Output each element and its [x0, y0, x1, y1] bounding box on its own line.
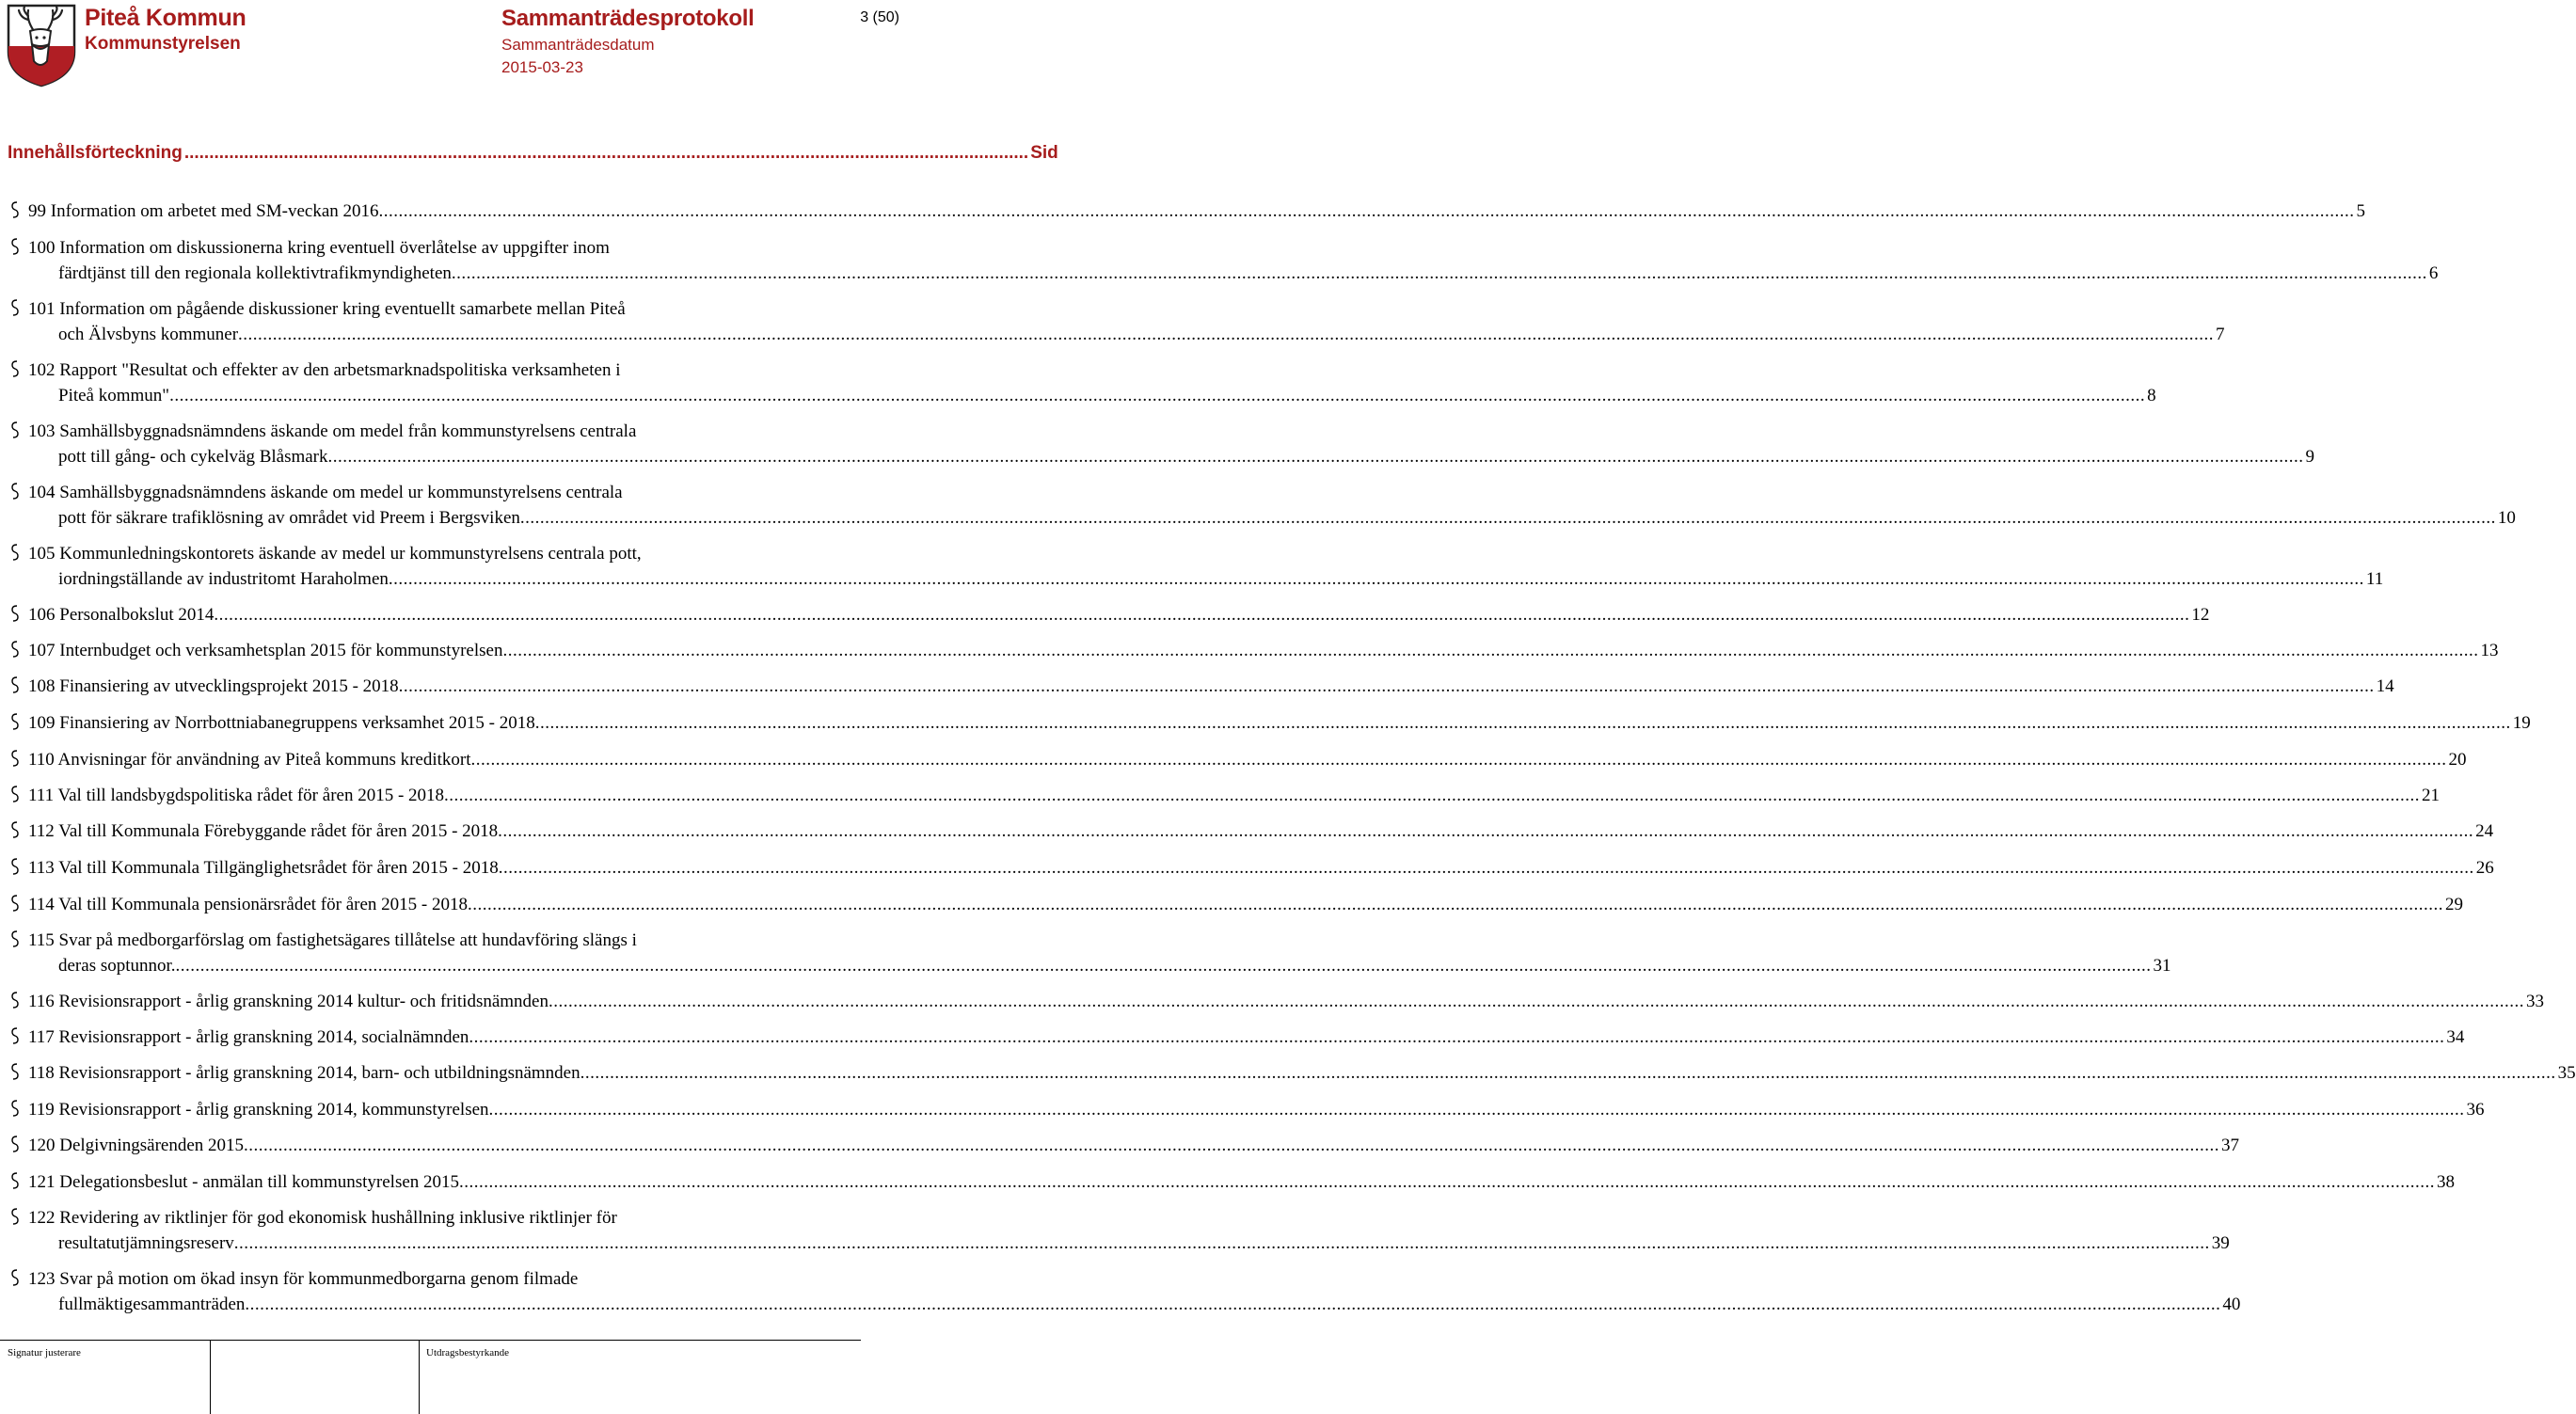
- toc-page-number: 34: [2446, 1027, 2465, 1047]
- section-mark-icon: [9, 1134, 21, 1159]
- toc-page-number: 26: [2475, 858, 2494, 878]
- organization-block: [85, 4, 246, 56]
- section-mark-icon: [9, 1206, 21, 1256]
- toc-entry-title: iordningställande av industritomt Haraholmen: [58, 568, 389, 589]
- toc-entry-title: 100 Information om diskussionerna kring eventuell överlåtelse av uppgifter inom: [28, 238, 610, 258]
- toc-dot-leader: ................................................................................................................................................................................................................................................................................................................................................................................................................: [214, 605, 2190, 625]
- section-mark-icon: [9, 711, 21, 737]
- toc-dot-leader: ................................................................................................................................................................................................................................................................................................................................................................................................................: [388, 568, 2364, 589]
- toc-entry-title: fullmäktigesammanträden: [58, 1294, 246, 1314]
- meeting-date: 2015-03-23: [501, 58, 583, 76]
- toc-dot-leader: ................................................................................................................................................................................................................................................................................................................................................................................................................: [175, 955, 2152, 976]
- toc-page-number: 13: [2480, 641, 2499, 660]
- toc-dot-leader: ................................................................................................................................................................................................................................................................................................................................................................................................................: [498, 821, 2474, 841]
- section-mark-icon: [9, 1098, 21, 1123]
- toc-heading-leader: ..........................................................................................................................................................................: [183, 143, 1029, 163]
- section-mark-icon: [9, 1170, 21, 1196]
- section-mark-icon: [9, 420, 21, 469]
- toc-dot-leader: ................................................................................................................................................................................................................................................................................................................................................................................................................: [469, 1027, 2445, 1047]
- toc-dot-leader: ................................................................................................................................................................................................................................................................................................................................................................................................................: [502, 641, 2479, 660]
- footer-divider: [0, 1340, 861, 1341]
- toc-dot-leader: ................................................................................................................................................................................................................................................................................................................................................................................................................: [233, 1232, 2210, 1253]
- toc-entry-title: 109 Finansiering av Norrbottniabanegruppens verksamhet 2015 - 2018: [28, 713, 535, 733]
- toc-page-number: 24: [2475, 821, 2494, 841]
- toc-dot-leader: ................................................................................................................................................................................................................................................................................................................................................................................................................: [498, 858, 2474, 878]
- toc-page-number: 29: [2444, 895, 2463, 914]
- toc-entry-title: deras soptunnor.: [58, 955, 176, 976]
- toc-page-number: 12: [2191, 605, 2210, 625]
- section-mark-icon: [9, 236, 21, 286]
- toc-page-number: 11: [2365, 568, 2384, 589]
- toc-heading-label: Innehållsförteckning: [8, 143, 183, 163]
- document-title: Sammanträdesprotokoll: [501, 6, 755, 31]
- footer-column-divider: [210, 1340, 211, 1414]
- toc-entry-title: 121 Delegationsbeslut - anmälan till kommunstyrelsen 2015: [28, 1172, 460, 1192]
- section-mark-icon: [9, 1025, 21, 1051]
- footer-column-divider: [419, 1340, 420, 1414]
- toc-dot-leader: ................................................................................................................................................................................................................................................................................................................................................................................................................: [245, 1294, 2221, 1314]
- toc-entry-title: 110 Anvisningar för användning av Piteå kommuns kreditkort: [28, 750, 471, 770]
- toc-dot-leader: ................................................................................................................................................................................................................................................................................................................................................................................................................: [459, 1172, 2436, 1192]
- toc-page-number: 10: [2497, 507, 2516, 528]
- section-mark-icon: [9, 819, 21, 845]
- toc-page-number: 7: [2216, 324, 2225, 344]
- toc-dot-leader: ................................................................................................................................................................................................................................................................................................................................................................................................................: [398, 676, 2375, 696]
- toc-entry-title: 118 Revisionsrapport - årlig granskning 2014, barn- och utbildningsnämnden: [28, 1063, 580, 1083]
- toc-dot-leader: ................................................................................................................................................................................................................................................................................................................................................................................................................: [580, 1063, 2556, 1083]
- toc-entry-title: 114 Val till Kommunala pensionärsrådet för åren 2015 - 2018: [28, 895, 468, 914]
- org-name: Piteå Kommun: [85, 5, 246, 31]
- section-mark-icon: [9, 603, 21, 628]
- toc-page-number: 40: [2222, 1294, 2241, 1314]
- toc-dot-leader: ................................................................................................................................................................................................................................................................................................................................................................................................................: [470, 750, 2447, 770]
- section-mark-icon: [9, 856, 21, 882]
- toc-entry-title: och Älvsbyns kommuner: [58, 324, 239, 344]
- coat-of-arms-logo: [6, 3, 77, 87]
- toc-dot-leader: ................................................................................................................................................................................................................................................................................................................................................................................................................: [519, 507, 2496, 528]
- section-mark-icon: [9, 929, 21, 978]
- toc-entry-title: 117 Revisionsrapport - årlig granskning 2014, socialnämnden: [28, 1027, 469, 1047]
- toc-heading: [8, 137, 1058, 164]
- toc-dot-leader: ................................................................................................................................................................................................................................................................................................................................................................................................................: [169, 385, 2146, 405]
- toc-entry-title: 120 Delgivningsärenden 2015: [28, 1136, 245, 1155]
- toc-entry-title: Piteå kommun": [58, 385, 170, 405]
- section-mark-icon: [9, 199, 21, 225]
- page-number: 3 (50): [860, 9, 899, 25]
- toc-page-number: 38: [2437, 1172, 2456, 1192]
- toc-dot-leader: ................................................................................................................................................................................................................................................................................................................................................................................................................: [327, 446, 2304, 467]
- toc-entry-title: pott till gång- och cykelväg Blåsmark: [58, 446, 328, 467]
- toc-entry-title: 102 Rapport "Resultat och effekter av den arbetsmarknadspolitiska verksamheten i: [28, 360, 621, 380]
- toc-entry-title: 112 Val till Kommunala Förebyggande rådet för åren 2015 - 2018: [28, 821, 499, 841]
- toc-dot-leader: ................................................................................................................................................................................................................................................................................................................................................................................................................: [444, 786, 2421, 805]
- page-footer: [0, 1340, 861, 1414]
- toc-page-number: 5: [2356, 201, 2366, 221]
- section-mark-icon: [9, 784, 21, 809]
- section-mark-icon: [9, 542, 21, 592]
- toc-page-number: 9: [2305, 446, 2315, 467]
- toc-entry-title: 107 Internbudget och verksamhetsplan 2015 för kommunstyrelsen: [28, 641, 503, 660]
- document-info: [501, 4, 754, 79]
- toc-page-number: 20: [2448, 750, 2467, 770]
- toc-entry-title: 115 Svar på medborgarförslag om fastighetsägares tillåtelse att hundavföring slängs i: [28, 930, 637, 950]
- section-mark-icon: [9, 358, 21, 408]
- toc-page-number: 31: [2153, 955, 2171, 976]
- section-mark-icon: [9, 639, 21, 664]
- toc-page-number: 36: [2466, 1100, 2485, 1120]
- section-mark-icon: [9, 297, 21, 347]
- date-label: Sammanträdesdatum: [501, 36, 655, 54]
- toc-entry-title: färdtjänst till den regionala kollektivtrafikmyndigheten: [58, 262, 452, 283]
- section-mark-icon: [9, 893, 21, 918]
- toc-page-number: 19: [2512, 713, 2531, 733]
- toc-entry-title: 99 Information om arbetet med SM-veckan 2016: [28, 201, 379, 221]
- page-header: [0, 0, 903, 94]
- toc-entry-title: 103 Samhällsbyggnadsnämndens äskande om medel från kommunstyrelsens centrala: [28, 421, 637, 441]
- toc-page-number: 37: [2221, 1136, 2240, 1155]
- toc-dot-leader: ................................................................................................................................................................................................................................................................................................................................................................................................................: [488, 1100, 2465, 1120]
- toc-entry-title: 123 Svar på motion om ökad insyn för kommunmedborgarna genom filmade: [28, 1269, 579, 1289]
- toc-entry-title: 106 Personalbokslut 2014: [28, 605, 215, 625]
- extract-certification-label: Utdragsbestyrkande: [426, 1347, 509, 1358]
- toc-dot-leader: ................................................................................................................................................................................................................................................................................................................................................................................................................: [378, 201, 2355, 221]
- toc-dot-leader: ................................................................................................................................................................................................................................................................................................................................................................................................................: [244, 1136, 2220, 1155]
- toc-entry-title: 111 Val till landsbygdspolitiska rådet för åren 2015 - 2018: [28, 786, 445, 805]
- signature-field-label: Signatur justerare: [8, 1347, 81, 1358]
- section-mark-icon: [9, 990, 21, 1015]
- toc-entry-title: resultatutjämningsreserv: [58, 1232, 234, 1253]
- toc-page-number: 35: [2557, 1063, 2576, 1083]
- toc-page-number: 33: [2526, 992, 2544, 1011]
- toc-dot-leader: ................................................................................................................................................................................................................................................................................................................................................................................................................: [467, 895, 2443, 914]
- toc-dot-leader: ................................................................................................................................................................................................................................................................................................................................................................................................................: [451, 262, 2427, 283]
- toc-entry-title: pott för säkrare trafiklösning av området vid Preem i Bergsviken: [58, 507, 520, 528]
- section-mark-icon: [9, 1267, 21, 1317]
- toc-entry-title: 101 Information om pågående diskussioner kring eventuellt samarbete mellan Piteå: [28, 299, 626, 319]
- toc-entry-title: 116 Revisionsrapport - årlig granskning 2014 kultur- och fritidsnämnden: [28, 992, 549, 1011]
- toc-entry-title: 105 Kommunledningskontorets äskande av medel ur kommunstyrelsens centrala pott,: [28, 544, 642, 564]
- toc-heading-page-label: Sid: [1030, 143, 1058, 163]
- section-mark-icon: [9, 675, 21, 700]
- toc-entry-title: 113 Val till Kommunala Tillgänglighetsrådet för åren 2015 - 2018: [28, 858, 499, 878]
- toc-entry-title: 119 Revisionsrapport - årlig granskning 2014, kommunstyrelsen: [28, 1100, 489, 1120]
- toc-dot-leader: ................................................................................................................................................................................................................................................................................................................................................................................................................: [549, 992, 2524, 1011]
- toc-page-number: 39: [2211, 1232, 2230, 1253]
- org-unit: Kommunstyrelsen: [85, 34, 241, 54]
- toc-page-number: 8: [2147, 385, 2156, 405]
- toc-page-number: 21: [2422, 786, 2441, 805]
- toc-dot-leader: ................................................................................................................................................................................................................................................................................................................................................................................................................: [534, 713, 2511, 733]
- section-mark-icon: [9, 481, 21, 531]
- toc-page-number: 6: [2428, 262, 2439, 283]
- toc-entry-title: 104 Samhällsbyggnadsnämndens äskande om medel ur kommunstyrelsens centrala: [28, 483, 623, 502]
- toc-page-number: 14: [2376, 676, 2394, 696]
- toc-entry-title: 108 Finansiering av utvecklingsprojekt 2015 - 2018: [28, 676, 399, 696]
- toc-dot-leader: ................................................................................................................................................................................................................................................................................................................................................................................................................: [238, 324, 2215, 344]
- toc-entry-title: 122 Revidering av riktlinjer för god ekonomisk hushållning inklusive riktlinjer för: [28, 1208, 617, 1228]
- section-mark-icon: [9, 748, 21, 773]
- section-mark-icon: [9, 1061, 21, 1087]
